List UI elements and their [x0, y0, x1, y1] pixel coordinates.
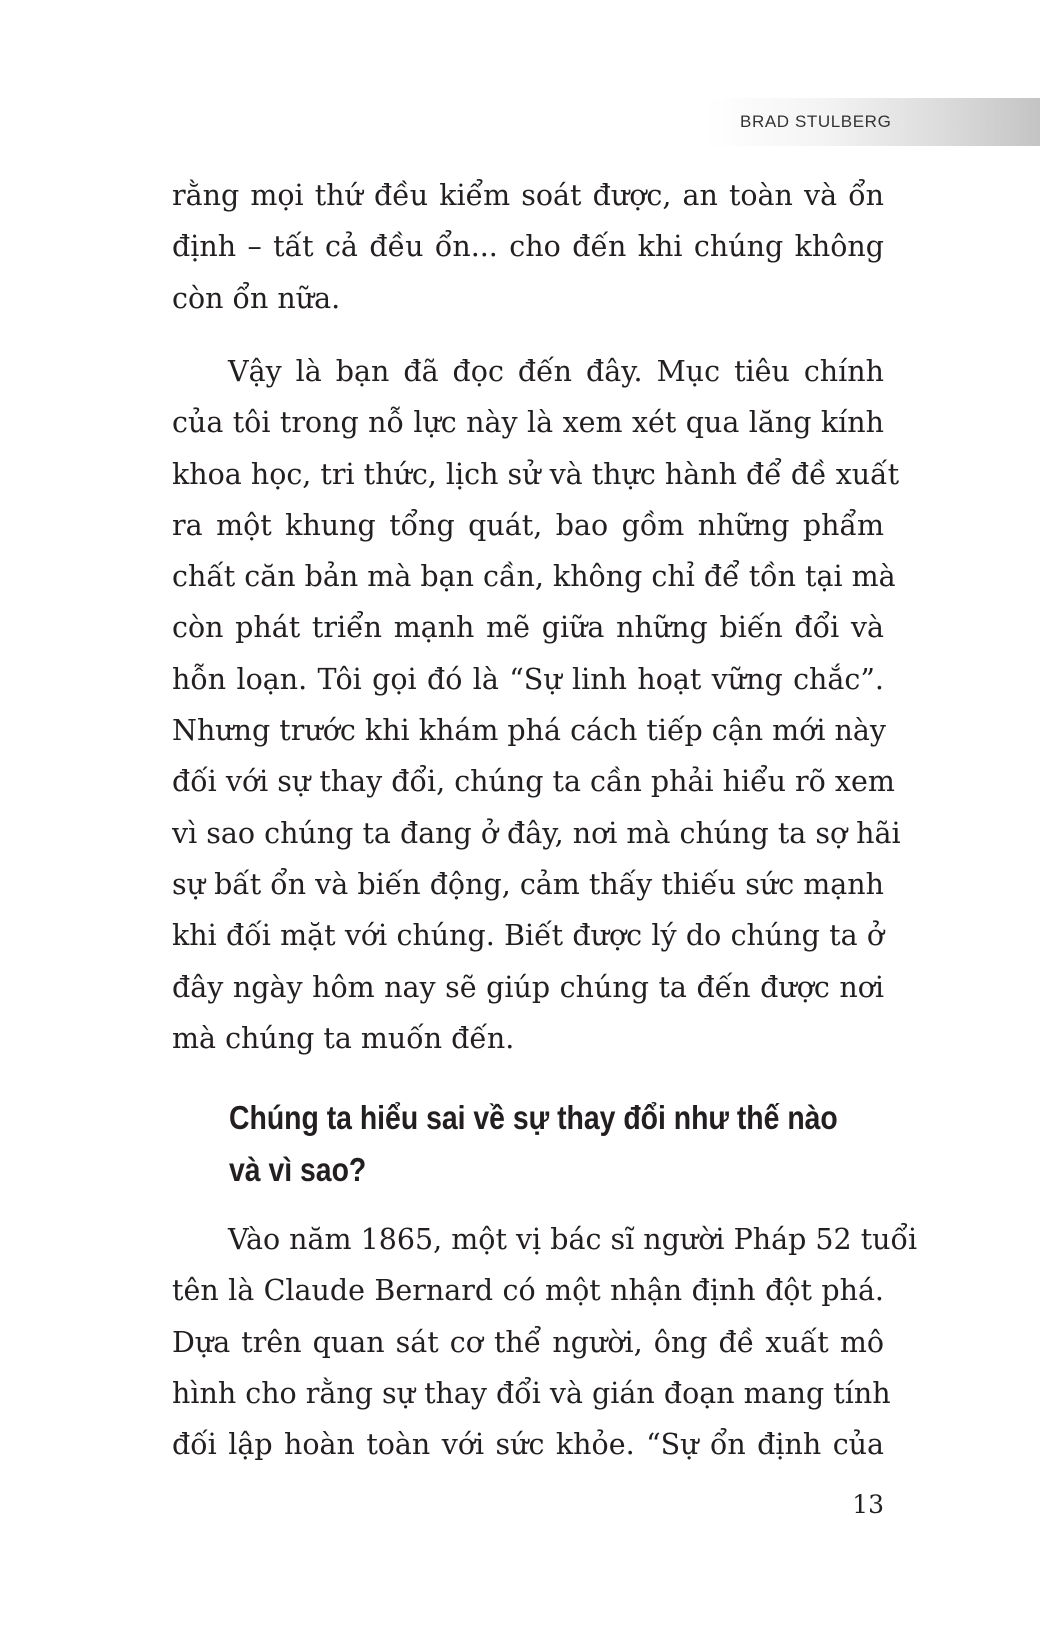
- section-heading-line: Chúng ta hiểu sai về sự thay đổi như thế nào: [229, 1099, 838, 1136]
- page-number: 13: [852, 1490, 884, 1519]
- text-line: khi đối mặt với chúng. Biết được lý do chúng ta ở: [172, 919, 884, 953]
- text-line: tên là Claude Bernard có một nhận định đột phá.: [172, 1274, 884, 1308]
- text-line: định – tất cả đều ổn... cho đến khi chúng không: [172, 230, 884, 264]
- paragraph-section: [172, 1214, 918, 1470]
- section-heading: [229, 1092, 838, 1196]
- text-line: còn phát triển mạnh mẽ giữa những biến đổi và: [172, 611, 884, 645]
- text-line: vì sao chúng ta đang ở đây, nơi mà chúng ta sợ hãi: [172, 816, 901, 850]
- text-line: mà chúng ta muốn đến.: [172, 1021, 515, 1055]
- text-line: sự bất ổn và biến động, cảm thấy thiếu sức mạnh: [172, 867, 884, 901]
- running-header-author: BRAD STULBERG: [740, 112, 892, 131]
- text-line: rằng mọi thứ đều kiểm soát được, an toàn và ổn: [172, 179, 884, 212]
- text-line: hình cho rằng sự thay đổi và gián đoạn mang tính: [172, 1376, 891, 1410]
- text-line: ra một khung tổng quát, bao gồm những phẩm: [172, 508, 884, 542]
- text-line: Vậy là bạn đã đọc đến đây. Mục tiêu chính: [228, 355, 884, 388]
- text-line: của tôi trong nỗ lực này là xem xét qua lăng kính: [172, 406, 884, 440]
- text-line: hỗn loạn. Tôi gọi đó là “Sự linh hoạt vững chắc”.: [172, 662, 884, 696]
- text-line: đối với sự thay đổi, chúng ta cần phải hiểu rõ xem: [172, 765, 895, 799]
- text-line: chất căn bản mà bạn cần, không chỉ để tồn tại mà: [172, 560, 896, 594]
- text-line: còn ổn nữa.: [172, 281, 341, 315]
- text-line: khoa học, tri thức, lịch sử và thực hành để đề xuất: [172, 457, 900, 491]
- text-line: Vào năm 1865, một vị bác sĩ người Pháp 52 tuổi: [228, 1223, 918, 1256]
- paragraph-continued: [172, 170, 884, 324]
- paragraph-main: [172, 346, 901, 1064]
- text-line: đối lập hoàn toàn với sức khỏe. “Sự ổn định của: [172, 1428, 884, 1462]
- text-line: đây ngày hôm nay sẽ giúp chúng ta đến được nơi: [172, 970, 884, 1004]
- text-line: Nhưng trước khi khám phá cách tiếp cận mới này: [172, 714, 886, 748]
- section-heading-line: và vì sao?: [229, 1151, 367, 1188]
- text-line: Dựa trên quan sát cơ thể người, ông đề xuất mô: [172, 1325, 884, 1359]
